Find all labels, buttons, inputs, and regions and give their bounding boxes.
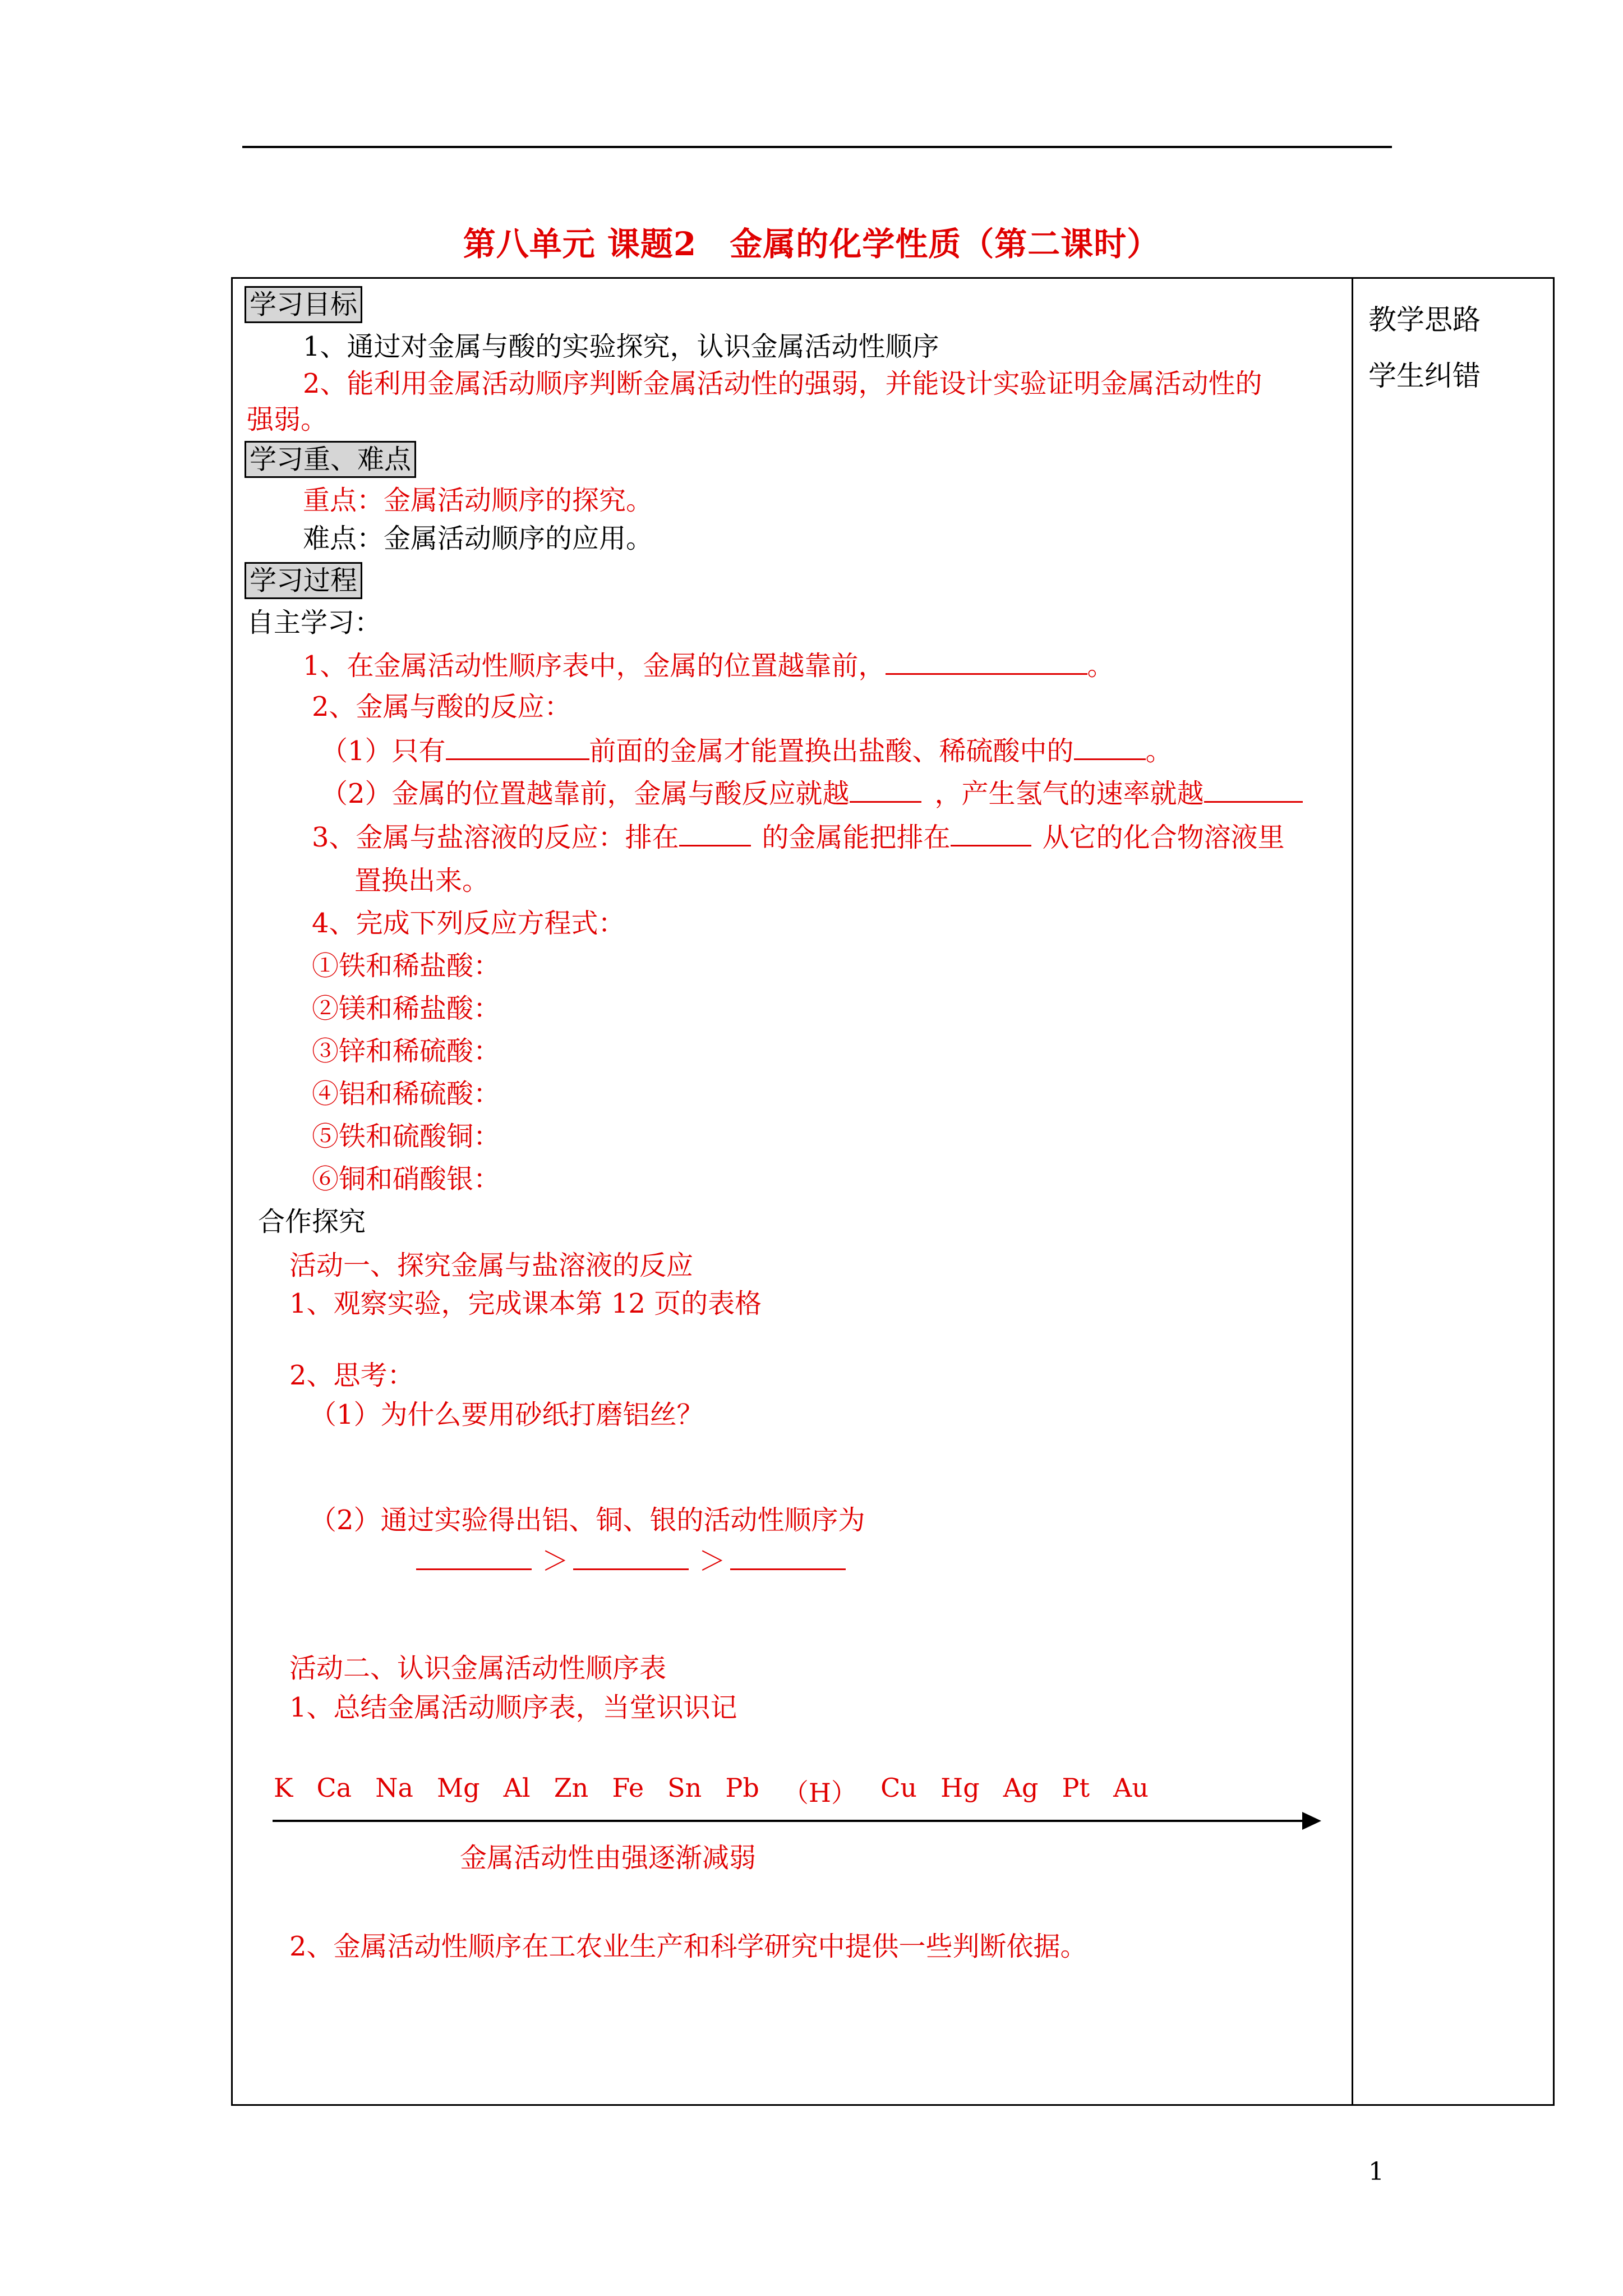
question-1-text: 1、在金属活动性顺序表中，金属的位置越靠前，	[303, 650, 886, 682]
question-4: 4、完成下列反应方程式：	[312, 908, 625, 939]
equation-item: ④铝和稀硫酸：	[312, 1078, 501, 1110]
question-3-cont: 置换出来。	[354, 865, 490, 896]
question-2-1-mid: 前面的金属才能置换出盐酸、稀硫酸中的	[589, 735, 1074, 767]
answer-blank[interactable]	[573, 1544, 689, 1570]
metal-symbol: Ag	[1003, 1773, 1039, 1803]
activity-order-blanks	[416, 1544, 846, 1578]
answer-blank[interactable]	[416, 1544, 532, 1570]
answer-blank[interactable]	[730, 1544, 846, 1570]
coop-header: 合作探究	[258, 1206, 366, 1237]
question-2-1-text: （1）只有	[321, 735, 446, 767]
activity-2-item-1: 1、总结金属活动顺序表，当堂识识记	[289, 1692, 737, 1723]
activity-2-item-2: 2、金属活动性顺序在工农业生产和科学研究中提供一些判断依据。	[289, 1931, 1087, 1962]
metal-symbol: Au	[1113, 1773, 1149, 1803]
self-study-label: 自主学习：	[247, 607, 382, 638]
question-1	[303, 648, 1114, 683]
metal-symbol: Sn	[667, 1773, 702, 1803]
question-2: 2、金属与酸的反应：	[312, 691, 571, 723]
question-3-text: 3、金属与盐溶液的反应：排在	[312, 822, 679, 853]
section-header-goals: 学习目标	[245, 286, 362, 323]
metal-symbol: Pb	[725, 1773, 759, 1803]
section-header-keypoints: 学习重、难点	[245, 441, 416, 478]
arrow-right-icon	[1302, 1812, 1321, 1830]
activity-1-question-1: （1）为什么要用砂纸打磨铝丝？	[310, 1399, 704, 1430]
greater-than-sign: ＞	[542, 1545, 569, 1577]
goal-item-2-cont: 强弱。	[247, 404, 328, 435]
question-1-end: 。	[1087, 650, 1114, 682]
page-number: 1	[1368, 2157, 1384, 2186]
metal-symbol: Pt	[1062, 1773, 1090, 1803]
question-2-2-mid: ，产生氢气的速率就越	[934, 778, 1204, 809]
metal-symbol: Al	[503, 1773, 531, 1803]
answer-blank[interactable]	[1074, 734, 1146, 760]
metal-activity-series	[274, 1773, 1149, 1810]
greater-than-sign: ＞	[699, 1545, 726, 1577]
question-2-1	[321, 734, 1173, 768]
metal-symbol: Na	[375, 1773, 413, 1803]
activity-1-item-1: 1、观察实验，完成课本第 12 页的表格	[289, 1288, 762, 1319]
side-label-correction: 学生纠错	[1368, 360, 1481, 392]
activity-2-title: 活动二、认识金属活动性顺序表	[289, 1653, 667, 1684]
question-2-2-text: （2）金属的位置越靠前，金属与酸反应就越	[321, 778, 850, 809]
equation-item: ②镁和稀盐酸：	[312, 993, 501, 1024]
arrow-label: 金属活动性由强逐渐减弱	[460, 1842, 757, 1874]
metal-symbol: Zn	[554, 1773, 589, 1803]
question-3-end: 从它的化合物溶液里	[1042, 822, 1285, 853]
metal-symbol: Cu	[880, 1773, 917, 1803]
answer-blank[interactable]	[679, 820, 751, 846]
column-divider	[1352, 277, 1353, 2106]
equation-item: ⑥铜和硝酸银：	[312, 1163, 501, 1195]
answer-blank[interactable]	[1204, 776, 1303, 803]
metal-symbol: K	[274, 1773, 293, 1803]
metal-symbol: Mg	[437, 1773, 480, 1803]
activity-1-question-2: （2）通过实验得出铝、铜、银的活动性顺序为	[310, 1504, 865, 1536]
arrow-line	[273, 1820, 1304, 1822]
activity-1-item-2: 2、思考：	[289, 1360, 414, 1391]
equation-item: ⑤铁和硫酸铜：	[312, 1121, 501, 1152]
goal-item-2: 2、能利用金属活动顺序判断金属活动性的强弱，并能设计实验证明金属活动性的	[303, 368, 1262, 399]
question-2-2	[321, 776, 1303, 811]
answer-blank[interactable]	[446, 734, 589, 760]
activity-1-title: 活动一、探究金属与盐溶液的反应	[289, 1250, 694, 1281]
difficult-point: 难点：金属活动顺序的应用。	[303, 523, 653, 554]
question-2-1-end: 。	[1145, 735, 1173, 767]
header-rule	[242, 146, 1392, 148]
answer-blank[interactable]	[886, 648, 1087, 675]
question-3-mid: 的金属能把排在	[762, 822, 951, 853]
metal-symbol: （H）	[782, 1778, 857, 1808]
equation-item: ①铁和稀盐酸：	[312, 950, 501, 982]
key-point: 重点：金属活动顺序的探究。	[303, 485, 653, 516]
metal-symbol: Hg	[940, 1773, 980, 1803]
metal-symbol: Fe	[612, 1773, 644, 1803]
section-header-process: 学习过程	[245, 562, 362, 599]
metal-symbol: Ca	[316, 1773, 352, 1803]
answer-blank[interactable]	[850, 776, 921, 803]
answer-blank[interactable]	[951, 820, 1031, 846]
goal-item-1: 1、通过对金属与酸的实验探究，认识金属活动性顺序	[303, 331, 939, 362]
side-label-teaching: 教学思路	[1368, 303, 1481, 336]
equation-item: ③锌和稀硫酸：	[312, 1036, 501, 1067]
question-3	[312, 820, 1285, 854]
page-title: 第八单元 课题2 金属的化学性质（第二课时）	[463, 225, 1160, 263]
